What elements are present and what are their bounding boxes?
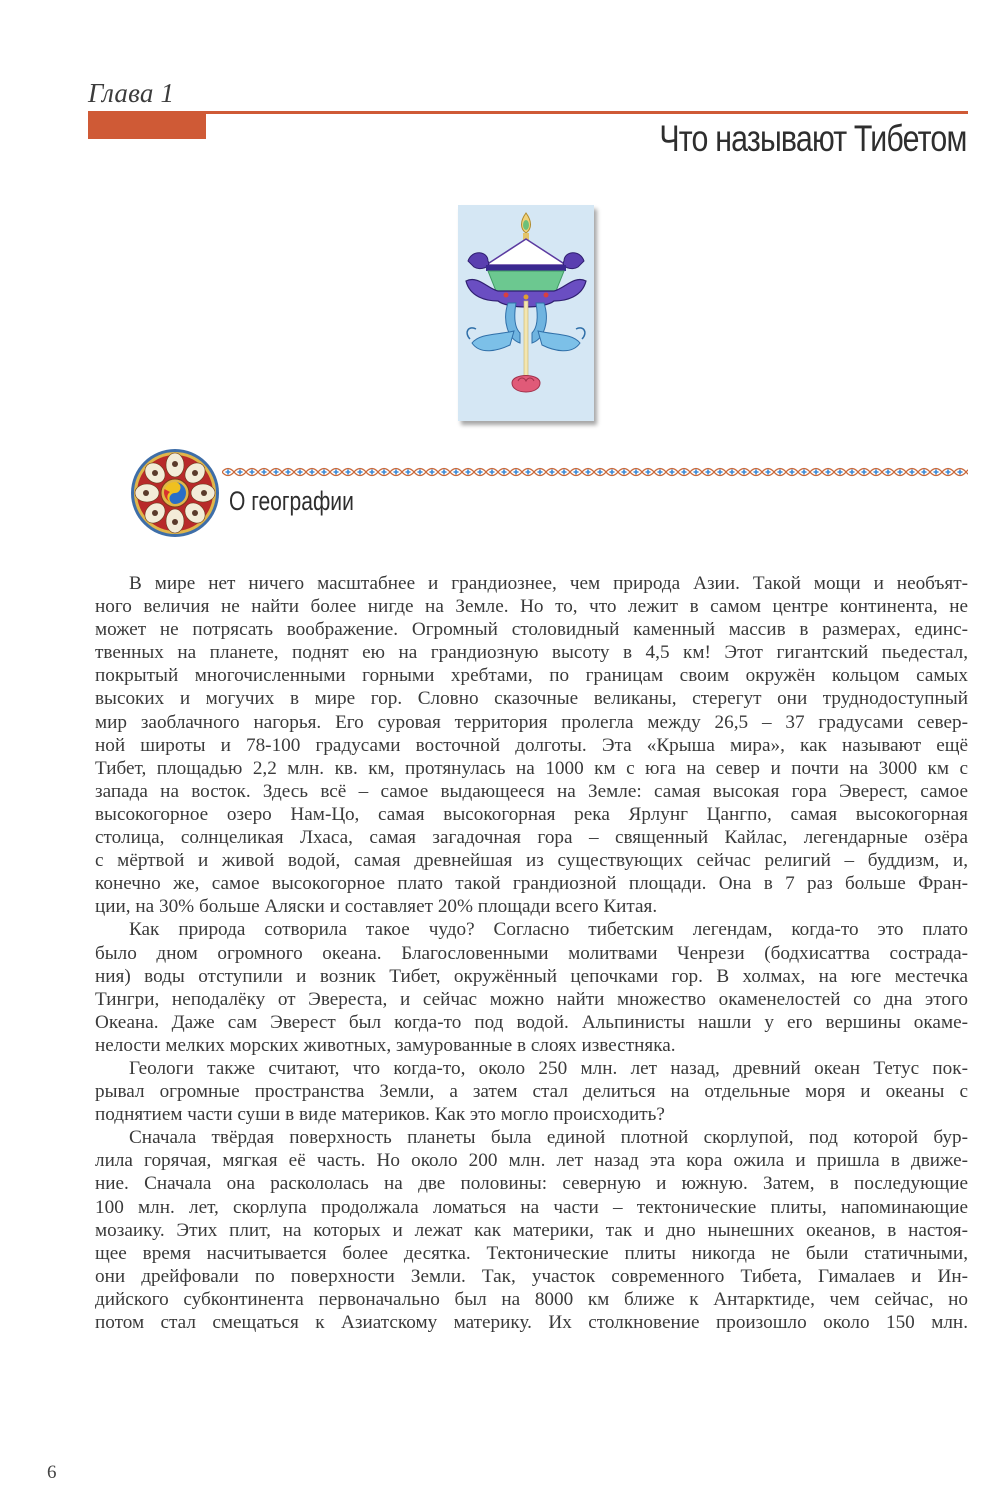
- body-line: щее время насчитывается более десятка. Тектонические плиты никогда не были статичными,: [95, 1242, 968, 1264]
- parasol-icon: [458, 205, 594, 421]
- body-line: Как природа сотворила такое чудо? Согласно тибетским легендам, когда-то это плато: [129, 919, 968, 941]
- ornamental-border: [222, 464, 968, 480]
- body-line: Геологи также считают, что когда-то, около 250 млн. лет назад, древний океан Тетус пок-: [129, 1057, 968, 1079]
- body-line: мир заоблачного нагорья. Его суровая территория пролегла между 26,5 – 37 градусами север-: [95, 711, 968, 733]
- chapter-title: Что называют Тибетом: [658, 118, 966, 159]
- body-line: твенных на планете, поднят ею на грандиозную высоту в 4,5 км! Этот гигантский пьедестал,: [95, 642, 968, 664]
- body-line: может не потрясать воображение. Огромный столовидный каменный массив в размерах, единс-: [95, 619, 968, 641]
- body-line: мозаику. Этих плит, на которых и лежат как материки, так и дно нынешних океанов, в настоя-: [95, 1219, 968, 1241]
- body-line: запада на восток. Здесь всё – самое выдающееся на Земле: самая высокая гора Эверест, самое: [95, 780, 968, 802]
- body-line: дийского субконтинента первоначально был на 8000 км ближе к Антарктиде, чем сейчас, но: [95, 1288, 968, 1310]
- body-line: было дном огромного океана. Благословенными молитвами Ченрези (бодхисаттва сострада-: [95, 942, 968, 964]
- body-line: лила горячая, мягкая её часть. Но около 200 млн. лет назад эта кора ожила и пришла в движе-: [95, 1150, 968, 1172]
- body-line: поднятием части суши в виде материков. Как это могло происходить?: [95, 1104, 665, 1126]
- body-line: покрытый многочисленными горными хребтами, по границам своим окружён кольцом самых: [95, 665, 968, 687]
- body-text: [95, 572, 968, 1334]
- body-line: 100 млн. лет, скорлупа продолжала ломаться на части – тектонические плиты, напоминающие: [95, 1196, 968, 1218]
- body-line: с мёртвой и живой водой, самая древнейшая из существующих сейчас религий – буддизм, и,: [95, 850, 968, 872]
- chapter-rule-divider: [205, 111, 968, 114]
- wheel-emblem-icon: [130, 448, 220, 538]
- body-line: ной широты и 78-100 градусами восточной долготы. Эта «Крыша мира», как называют ещё: [95, 734, 968, 756]
- chapter-accent-block: [88, 111, 206, 139]
- body-line: Сначала твёрдая поверхность планеты была единой плотной скорлупой, под которой бур-: [129, 1127, 968, 1149]
- body-line: они дрейфовали по поверхности Земли. Так, участок современного Тибета, Гималаев и Ин-: [95, 1265, 968, 1287]
- body-line: нелости мелких морских животных, замурованные в слоях известняка.: [95, 1034, 676, 1056]
- body-line: столица, солнцеликая Лхаса, самая загадочная гора – священный Кайлас, легендарные озёра: [95, 827, 968, 849]
- body-line: конечно же, самое высокогорное плато такой грандиозной площади. Она в 7 раз больше Фран-: [95, 873, 968, 895]
- body-line: высоких и могучих в мире гор. Словно сказочные великаны, стерегут они труднодоступный: [95, 688, 968, 710]
- body-line: Океана. Даже сам Эверест был когда-то под водой. Альпинисты нашли у его вершины окаме-: [95, 1011, 968, 1033]
- body-line: ния) воды отступили и возник Тибет, окружённый цепочками гор. В холмах, на юге местечка: [95, 965, 968, 987]
- body-line: ции, на 30% больше Аляски и составляет 20% площади всего Китая.: [95, 896, 658, 918]
- body-line: В мире нет ничего масштабнее и грандиознее, чем природа Азии. Такой мощи и необъят-: [129, 573, 968, 594]
- body-line: Тингри, неподалёку от Эвереста, и сейчас можно найти множество окаменелостей со дна этого: [95, 988, 968, 1010]
- body-line: ного величия не найти более нигде на Земле. Но то, что лежит в самом центре континента, не: [95, 596, 968, 618]
- parasol-illustration-card: [458, 205, 594, 421]
- body-line: рывал огромные пространства Земли, а затем стал делиться на отдельные моря и океаны с: [95, 1081, 968, 1103]
- body-line: Тибет, площадью 2,2 млн. кв. км, протянулась на 1000 км с юга на север и почти на 3000 км с: [95, 757, 968, 779]
- chapter-label: Глава 1: [88, 78, 175, 108]
- section-title: О географии: [229, 486, 354, 516]
- body-line: высокогорное озеро Нам-Цо, самая высокогорная река Ярлунг Цангпо, самая высокогорная: [95, 803, 968, 825]
- page-number: 6: [47, 1462, 57, 1483]
- body-line: ние. Сначала она раскололась на две половины: северную и южную. Затем, в последующие: [95, 1173, 968, 1195]
- body-line: потом стал смещаться к Азиатскому материку. Их столкновение произошло около 150 млн.: [95, 1312, 968, 1333]
